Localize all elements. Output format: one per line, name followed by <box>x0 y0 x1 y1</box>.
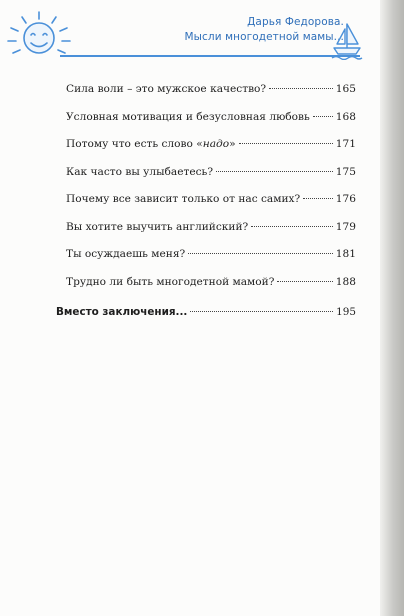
toc-entry-title: Сила воли – это мужское качество? <box>66 83 267 95</box>
toc-entry[interactable] <box>56 131 356 159</box>
toc-leader-dots <box>239 143 333 144</box>
toc-entry[interactable] <box>56 159 356 187</box>
toc-leader-dots <box>303 198 333 199</box>
toc-entry-title <box>66 131 236 159</box>
toc-entry-page: 181 <box>335 248 356 260</box>
toc-leader-dots <box>188 253 333 254</box>
toc-leader-dots <box>277 281 332 282</box>
toc-entry-page: 175 <box>335 165 356 178</box>
toc-entry-page: 165 <box>335 83 356 95</box>
toc-entry-title-emphasis: надо <box>202 138 230 150</box>
book-spine-shadow <box>380 0 404 616</box>
toc-entry-page: 176 <box>335 193 356 205</box>
toc-entry-title: Как часто вы улыбаетесь? <box>66 165 213 178</box>
toc-entry[interactable] <box>56 214 356 242</box>
toc-entry-page: 188 <box>335 275 356 288</box>
toc-entry[interactable] <box>56 269 356 297</box>
toc-entry-title-part: » <box>229 138 236 150</box>
toc-conclusion-page: 195 <box>336 306 356 318</box>
page-header <box>0 0 392 74</box>
toc-entry[interactable] <box>56 104 356 132</box>
toc-leader-dots <box>251 226 333 227</box>
running-header <box>184 15 344 45</box>
toc-entry-title-part: Потому что есть слово « <box>66 138 203 150</box>
toc-entry-title: Трудно ли быть многодетной мамой? <box>66 275 275 288</box>
toc-leader-dots <box>190 311 333 312</box>
toc-entry[interactable] <box>56 76 356 104</box>
table-of-contents <box>56 76 356 327</box>
toc-entry-title: Вы хотите выучить английский? <box>66 220 249 233</box>
toc-entry-title: Ты осуждаешь меня? <box>66 248 186 260</box>
toc-leader-dots <box>313 116 333 117</box>
toc-conclusion-title: Вместо заключения... <box>56 306 188 318</box>
toc-entry-title: Почему все зависит только от нас самих? <box>66 193 301 205</box>
toc-entry-page: 168 <box>335 110 356 123</box>
toc-entry-page: 179 <box>335 220 356 233</box>
header-rule <box>60 55 360 57</box>
toc-conclusion-entry[interactable] <box>56 299 356 327</box>
header-author: Дарья Федорова. <box>247 16 344 28</box>
toc-entry[interactable] <box>56 241 356 269</box>
toc-entry[interactable] <box>56 186 356 214</box>
toc-entry-page: 171 <box>335 138 356 150</box>
header-book-title: Мысли многодетной мамы... <box>184 31 344 43</box>
toc-leader-dots <box>269 88 333 89</box>
sailboat-icon <box>330 20 364 60</box>
toc-entry-title: Условная мотивация и безусловная любовь <box>66 110 310 123</box>
toc-leader-dots <box>216 171 333 172</box>
